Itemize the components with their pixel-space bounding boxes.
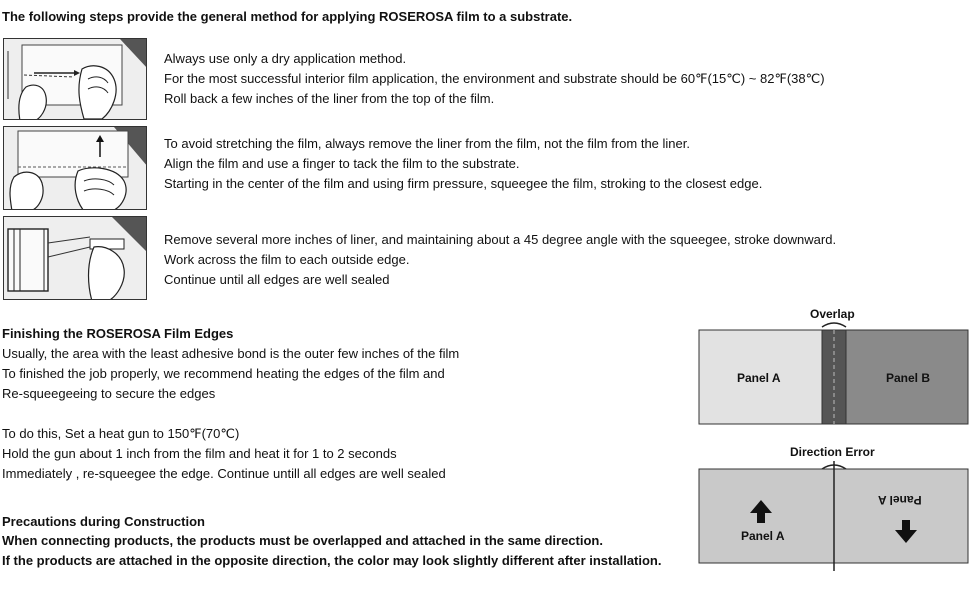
error-panel-a-rotated-label: Panel A — [878, 493, 922, 507]
direction-error-label: Direction Error — [790, 445, 875, 459]
finishing-line-5: Hold the gun about 1 inch from the film and heat it for 1 to 2 seconds — [2, 446, 397, 461]
finishing-line-2: To finished the job properly, we recommend heating the edges of the film and — [2, 366, 445, 381]
hands-removing-liner-icon — [4, 127, 147, 210]
overlap-panels — [698, 303, 970, 575]
step-1-line-3: Roll back a few inches of the liner from the top of the film. — [164, 91, 495, 106]
step-1-illustration — [3, 38, 147, 120]
step-3-line-3: Continue until all edges are well sealed — [164, 272, 390, 287]
finishing-line-4: To do this, Set a heat gun to 150℉(70℃) — [2, 426, 240, 441]
overlap-diagram — [698, 303, 970, 575]
step-2-line-2: Align the film and use a finger to tack the film to the substrate. — [164, 156, 520, 171]
step-1-line-1: Always use only a dry application method. — [164, 51, 407, 66]
precautions-title: Precautions during Construction — [2, 514, 205, 529]
step-3-illustration — [3, 216, 147, 300]
panel-b-label: Panel B — [886, 371, 931, 385]
error-panel-a-label: Panel A — [741, 529, 785, 543]
overlap-label: Overlap — [810, 307, 855, 321]
step-2-line-3: Starting in the center of the film and using firm pressure, squeegee the film, stroking to the closest edge. — [164, 176, 763, 191]
finishing-line-3: Re-squeegeeing to secure the edges — [2, 386, 216, 401]
finishing-line-6: Immediately , re-squeegee the edge. Continue untill all edges are well sealed — [2, 466, 446, 481]
precautions-line-1: When connecting products, the products must be overlapped and attached in the same direction. — [2, 533, 603, 548]
finishing-title: Finishing the ROSEROSA Film Edges — [2, 326, 234, 341]
hand-holding-film-icon — [4, 39, 147, 120]
precautions-line-2: If the products are attached in the opposite direction, the color may look slightly different after installation. — [2, 553, 662, 568]
finishing-line-1: Usually, the area with the least adhesive bond is the outer few inches of the film — [2, 346, 460, 361]
step-3-line-1: Remove several more inches of liner, and maintaining about a 45 degree angle with the squeegee, stroke downward. — [164, 232, 837, 247]
step-2-illustration — [3, 126, 147, 210]
page-heading: The following steps provide the general method for applying ROSEROSA film to a substrate. — [2, 9, 573, 24]
step-1-line-2: For the most successful interior film application, the environment and substrate should be 60℉(15℃) ~ 82℉(38℃) — [164, 71, 825, 86]
step-2-line-1: To avoid stretching the film, always remove the liner from the film, not the film from the liner. — [164, 136, 690, 151]
panel-a-label: Panel A — [737, 371, 781, 385]
hand-squeegee-icon — [4, 217, 147, 300]
step-3-line-2: Work across the film to each outside edge. — [164, 252, 410, 267]
